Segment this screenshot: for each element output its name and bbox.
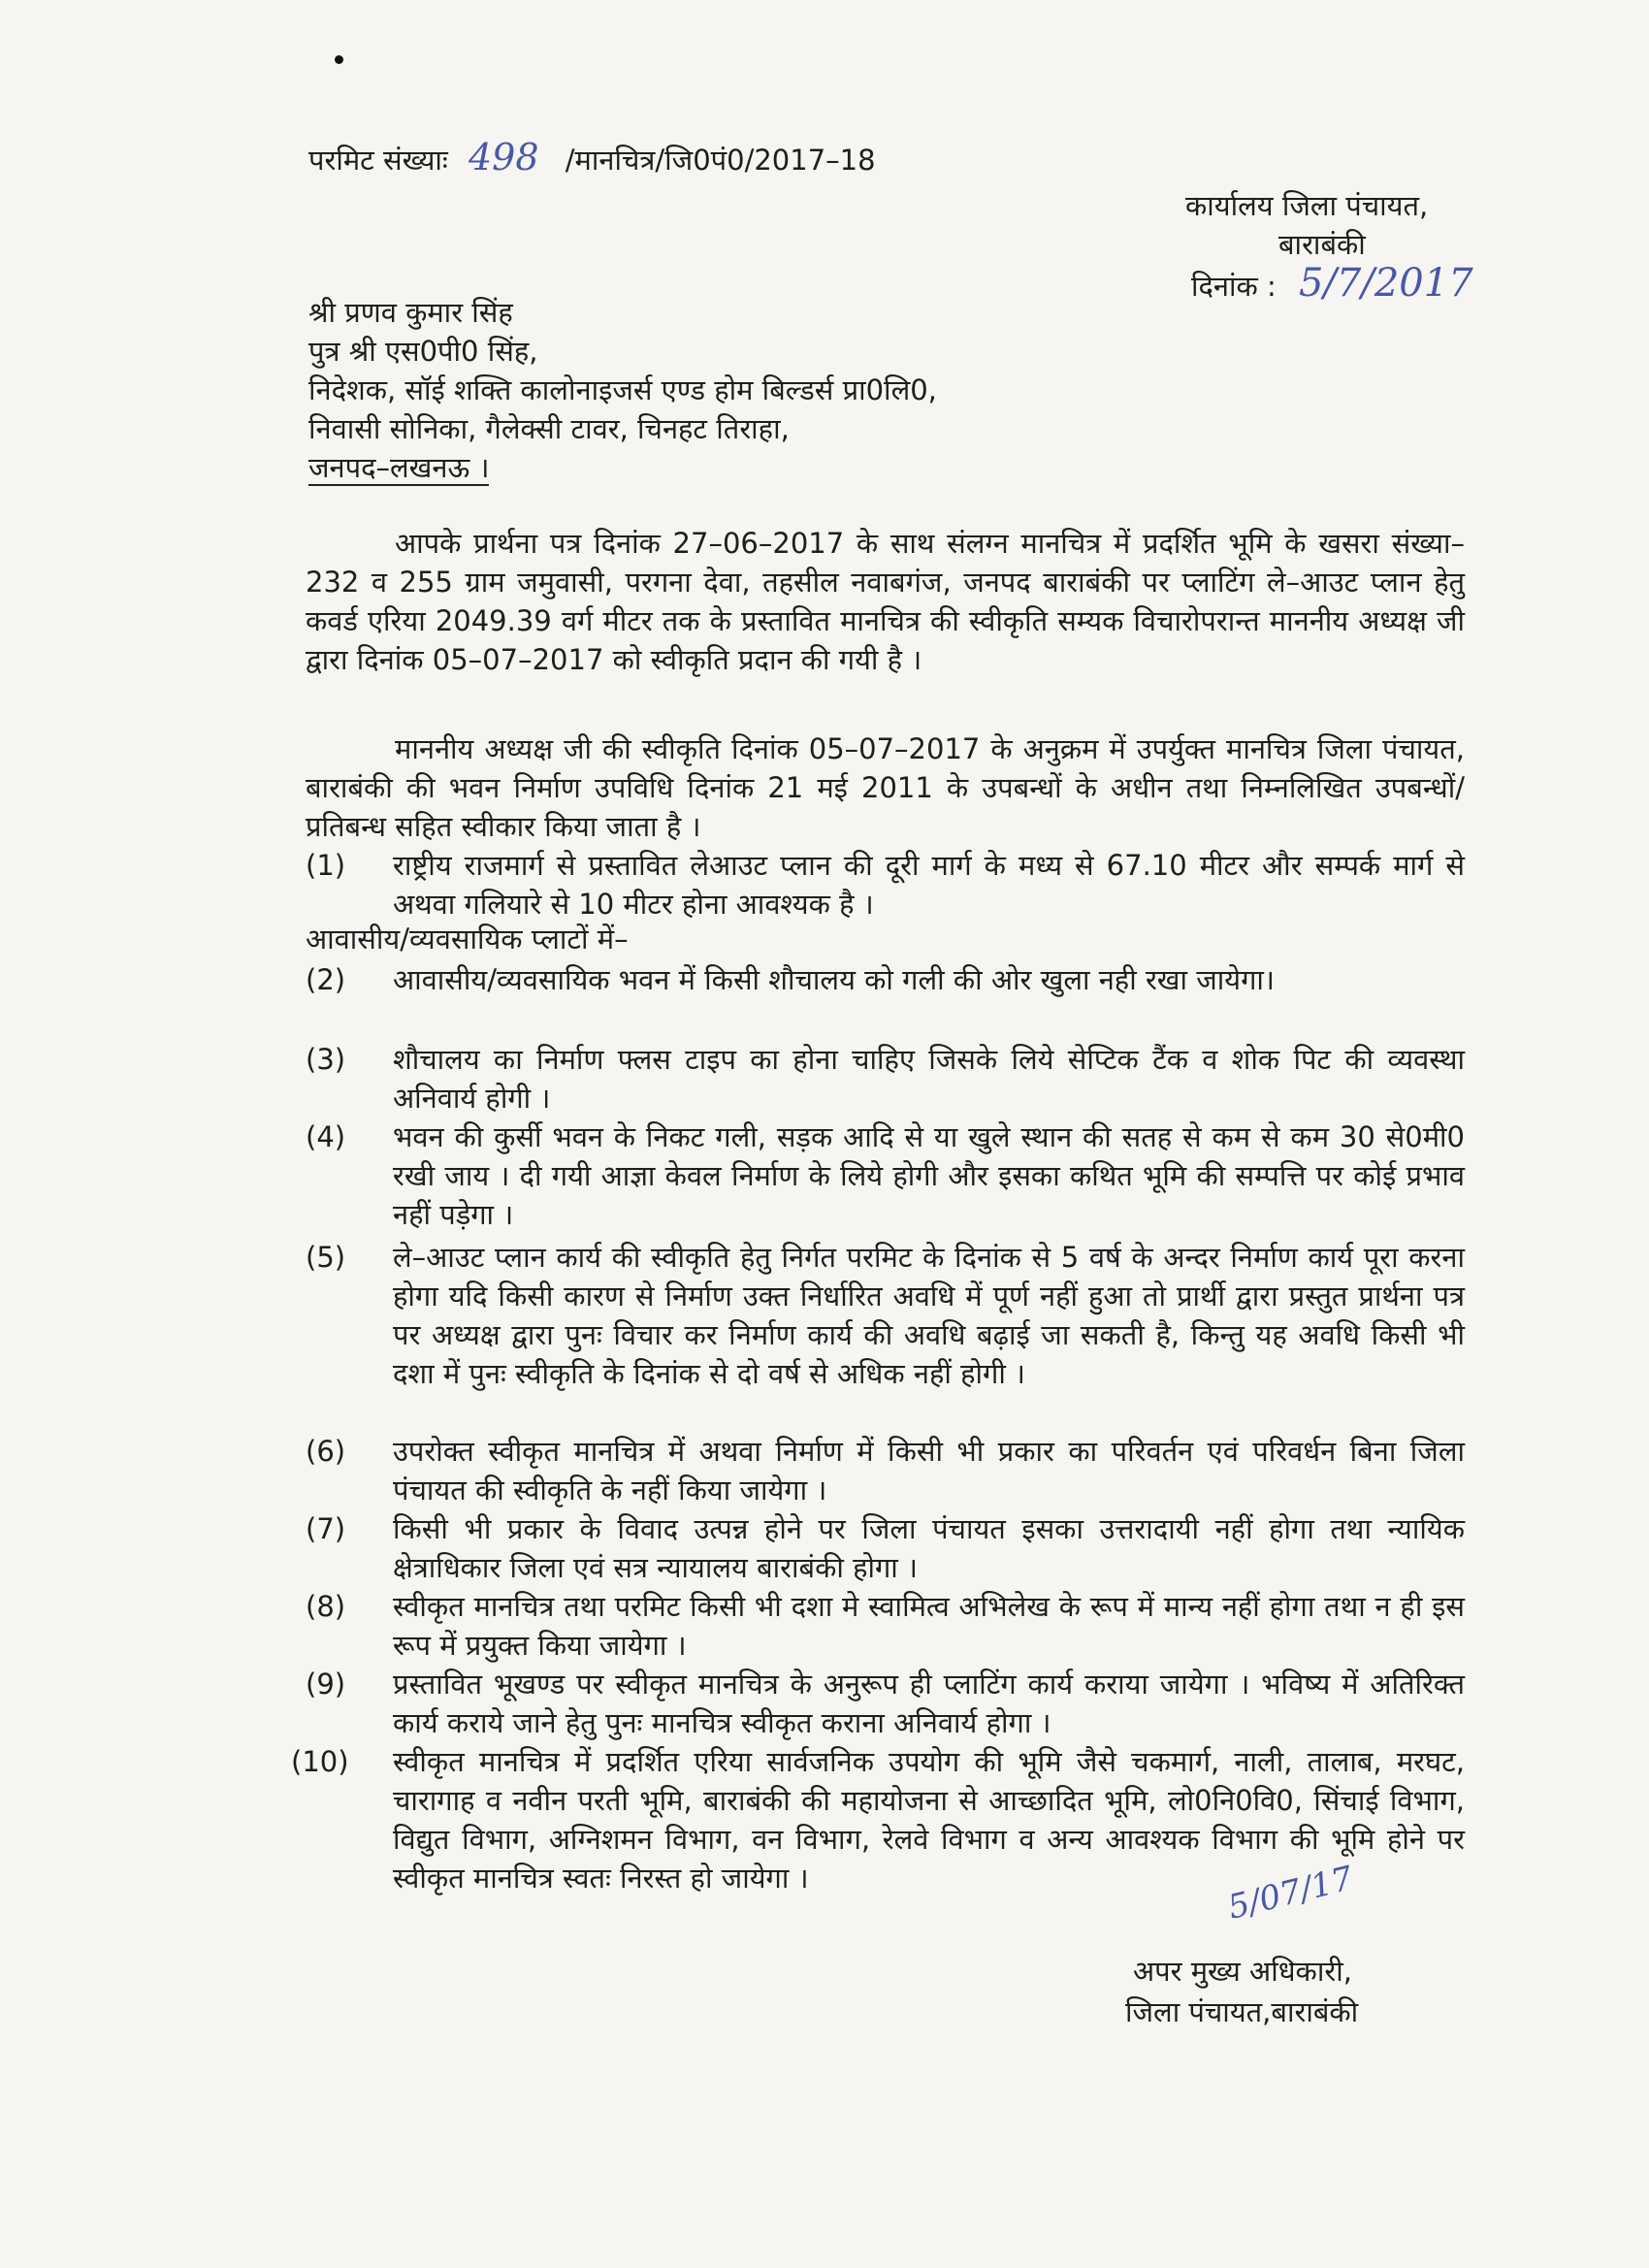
condition-number: (3)	[306, 1043, 346, 1076]
condition-number: (2)	[306, 963, 346, 996]
permit-label: परमिट संख्याः	[308, 144, 448, 177]
addressee-company: निदेशक, सॉई शक्ति कालोनाइजर्स एण्ड होम बिल्डर्स प्रा0लि0,	[308, 373, 937, 406]
ink-dot	[335, 55, 343, 64]
addressee-district	[308, 448, 489, 487]
condition-number: (9)	[306, 1668, 346, 1701]
condition-text: आवासीय/व्यवसायिक भवन में किसी शौचालय को गली की ओर खुला नही रखा जायेगा।	[393, 963, 1275, 996]
date-value: 5/7/2017	[1299, 261, 1473, 306]
signatory-office: जिला पंचायत,बाराबंकी	[1125, 1995, 1359, 2028]
permit-number: 498	[469, 136, 539, 178]
condition-text: किसी भी प्रकार के विवाद उत्पन्न होने पर जिला पंचायत इसका उत्तरादायी नहीं होगा तथा न्यायिक क्षेत्राधिकार जिला एवं सत्र न्यायालय बाराबंकी होगा ।	[393, 1512, 1465, 1584]
signatory-designation: अपर मुख्य अधिकारी,	[1133, 1955, 1352, 1988]
body-paragraph-2: माननीय अध्यक्ष जी की स्वीकृति दिनांक 05–07–2017 के अनुक्रम में उपर्युक्त मानचित्र जिला पंचायत, बाराबंकी की भवन निर्माण उपविधि दिनांक 21 मई 2011 के उपबन्धों के अधीन तथा निम्नलिखित उपबन्धों/प्रतिबन्ध सहित स्वीकार किया जाता है ।	[306, 732, 1465, 843]
condition-text: प्रस्तावित भूखण्ड पर स्वीकृत मानचित्र के अनुरूप ही प्लाटिंग कार्य कराया जायेगा । भविष्य में अतिरिक्त कार्य कराये जाने हेतु पुनः मानचित्र स्वीकृत कराना अनिवार्य होगा ।	[393, 1668, 1465, 1739]
addressee-name: श्री प्रणव कुमार सिंह	[308, 296, 513, 329]
addressee-residence: निवासी सोनिका, गैलेक्सी टावर, चिनहट तिराहा,	[308, 412, 790, 445]
condition-number: (5)	[306, 1241, 346, 1274]
handwritten-signature: 5/07/17	[1224, 1859, 1357, 1928]
condition-text: राष्ट्रीय राजमार्ग से प्रस्तावित लेआउट प्लान की दूरी मार्ग के मध्य से 67.10 मीटर और सम्पर्क मार्ग से अथवा गलियारे से 10 मीटर होना आवश्यक है ।	[393, 849, 1465, 921]
office-line-2: बाराबंकी	[1278, 228, 1366, 261]
body-paragraph-1: आपके प्रार्थना पत्र दिनांक 27–06–2017 के साथ संलग्न मानचित्र में प्रदर्शित भूमि के खसरा संख्या–232 व 255 ग्राम जमुवासी, परगना देवा, तहसील नवाबगंज, जनपद बाराबंकी पर प्लाटिंग ले–आउट प्लान हेतु कवर्ड एरिया 2049.39 वर्ग मीटर तक के प्रस्तावित मानचित्र की स्वीकृति सम्यक विचारोपरान्त माननीय अध्यक्ष जी द्वारा दिनांक 05–07–2017 को स्वीकृति प्रदान की गयी है ।	[306, 527, 1465, 676]
office-date	[1191, 261, 1473, 306]
condition-number: (4)	[306, 1120, 346, 1153]
addressee-district-text: जनपद–लखनऊ ।	[308, 451, 490, 484]
condition-number: (6)	[306, 1435, 346, 1468]
condition-number: (7)	[306, 1512, 346, 1545]
condition-text: उपरोक्त स्वीकृत मानचित्र में अथवा निर्माण में किसी भी प्रकार का परिवर्तन एवं परिवर्धन बिना जिला पंचायत की स्वीकृति के नहीं किया जायेगा ।	[393, 1435, 1465, 1507]
condition-text: ले–आउट प्लान कार्य की स्वीकृति हेतु निर्गत परमिट के दिनांक से 5 वर्ष के अन्दर निर्माण कार्य पूरा करना होगा यदि किसी कारण से निर्माण उक्त निर्धारित अवधि में पूर्ण नहीं हुआ तो प्रार्थी द्वारा प्रस्तुत प्रार्थना पत्र पर अध्यक्ष द्वारा पुनः विचार कर निर्माण कार्य की अवधि बढ़ाई जा सकती है, किन्तु यह अवधि किसी भी दशा में पुनः स्वीकृति के दिनांक से दो वर्ष से अधिक नहीं होगी ।	[393, 1241, 1465, 1390]
condition-text: भवन की कुर्सी भवन के निकट गली, सड़क आदि से या खुले स्थान की सतह से कम से कम 30 से0मी0 रखी जाय । दी गयी आज्ञा केवल निर्माण के लिये होगी और इसका कथित भूमि की सम्पत्ति पर कोई प्रभाव नहीं पड़ेगा ।	[393, 1120, 1465, 1231]
condition-text: स्वीकृत मानचित्र में प्रदर्शित एरिया सार्वजनिक उपयोग की भूमि जैसे चकमार्ग, नाली, तालाब, मरघट, चारागाह व नवीन परती भूमि, बाराबंकी की महायोजना से आच्छादित भूमि, लो0नि0वि0, सिंचाई विभाग, विद्युत विभाग, अग्निशमन विभाग, वन विभाग, रेलवे विभाग व अन्य आवश्यक विभाग की भूमि होने पर स्वीकृत मानचित्र स्वतः निरस्त हो जायेगा ।	[393, 1745, 1465, 1895]
condition-number: (10)	[291, 1745, 349, 1778]
condition-number: (8)	[306, 1590, 346, 1623]
condition-number: (1)	[306, 849, 346, 882]
sub-heading: आवासीय/व्यवसायिक प्लाटों में–	[306, 923, 629, 956]
condition-text: स्वीकृत मानचित्र तथा परमिट किसी भी दशा मे स्वामित्व अभिलेख के रूप में मान्य नहीं होगा तथा न ही इस रूप में प्रयुक्त किया जायेगा ।	[393, 1590, 1465, 1662]
permit-suffix: /मानचित्र/जि0पं0/2017–18	[565, 144, 876, 177]
condition-text: शौचालय का निर्माण फ्लस टाइप का होना चाहिए जिसके लिये सेप्टिक टैंक व शोक पिट की व्यवस्था अनिवार्य होगी ।	[393, 1043, 1465, 1115]
permit-line	[308, 138, 876, 179]
office-line-1: कार्यालय जिला पंचायत,	[1185, 189, 1429, 222]
addressee-father: पुत्र श्री एस0पी0 सिंह,	[308, 335, 538, 368]
date-label: दिनांक :	[1191, 270, 1277, 303]
